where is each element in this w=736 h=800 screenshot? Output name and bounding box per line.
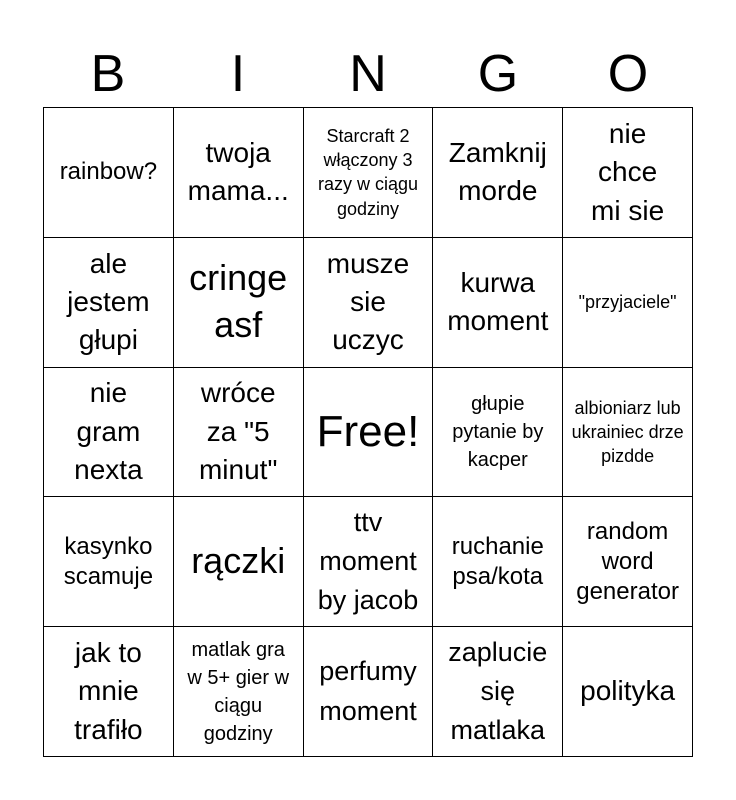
bingo-cell-text: ale jestem głupi <box>67 247 150 356</box>
bingo-cell-r2c2[interactable] <box>174 238 304 368</box>
bingo-cell-r2c1[interactable] <box>44 238 174 368</box>
header-letter-b: B <box>90 45 126 103</box>
bingo-cell-text: ttv moment by jacob <box>317 507 419 616</box>
bingo-cell-r2c3[interactable] <box>304 238 434 368</box>
bingo-cell-text: polityka <box>580 675 676 707</box>
bingo-cell-r2c4[interactable] <box>433 238 563 368</box>
bingo-cell-text: kasynko scamuje <box>63 532 154 590</box>
bingo-cell-r4c4[interactable] <box>433 497 563 627</box>
bingo-cell-r5c5[interactable] <box>563 627 693 757</box>
bingo-cell-r1c2[interactable] <box>174 108 304 238</box>
bingo-cell-text: rączki <box>191 540 286 582</box>
bingo-cell-r1c1[interactable] <box>44 108 174 238</box>
bingo-cell-r1c4[interactable] <box>433 108 563 238</box>
bingo-cell-r4c1[interactable] <box>44 497 174 627</box>
bingo-cell-text: nie chce mi sie <box>591 117 665 226</box>
bingo-cell-text: rainbow? <box>59 158 158 186</box>
bingo-cell-r2c5[interactable] <box>563 238 693 368</box>
bingo-cell-text: twoja mama... <box>187 137 289 207</box>
bingo-header <box>43 40 693 108</box>
bingo-cell-text: musze sie uczyc <box>326 247 410 356</box>
header-letter-o: O <box>607 45 649 103</box>
header-letter-g: G <box>477 45 519 103</box>
bingo-cell-text: cringe asf <box>189 257 288 346</box>
bingo-cell-r1c3[interactable] <box>304 108 434 238</box>
bingo-cell-text: Starcraft 2 włączony 3 razy w ciągu godziny <box>317 125 419 219</box>
bingo-cell-text: "przyjaciele" <box>578 292 677 313</box>
bingo-cell-text: albioniarz lub ukrainiec drze pizdde <box>571 397 684 467</box>
bingo-cell-text: jak to mnie trafiło <box>74 637 143 745</box>
bingo-cell-text: matlak gra w 5+ gier w ciągu godziny <box>187 638 290 745</box>
bingo-cell-text: zaplucie się matlaka <box>448 636 548 746</box>
bingo-cell-text: głupie pytanie by kacper <box>452 392 544 471</box>
bingo-cell-r4c3[interactable] <box>304 497 434 627</box>
bingo-cell-r3c2[interactable] <box>174 368 304 498</box>
bingo-cell-r5c4[interactable] <box>433 627 563 757</box>
free-space-label: Free! <box>316 407 420 457</box>
header-letter-i: I <box>230 45 246 103</box>
bingo-cell-r5c2[interactable] <box>174 627 304 757</box>
bingo-cell-r4c2[interactable] <box>174 497 304 627</box>
bingo-cell-r3c1[interactable] <box>44 368 174 498</box>
header-letter-n: N <box>349 45 387 103</box>
bingo-card <box>43 107 693 757</box>
bingo-cell-r5c1[interactable] <box>44 627 174 757</box>
bingo-cell-r1c5[interactable] <box>563 108 693 238</box>
bingo-cell-text: perfumy moment <box>319 656 417 726</box>
bingo-cell-text: wróce za "5 minut" <box>198 377 278 486</box>
bingo-cell-r5c3[interactable] <box>304 627 434 757</box>
bingo-cell-text: Zamknij morde <box>448 137 547 207</box>
bingo-cell-text: random word generator <box>576 517 679 605</box>
bingo-cell-r4c5[interactable] <box>563 497 693 627</box>
bingo-cell-text: kurwa moment <box>447 266 549 337</box>
bingo-cell-r3c3-free[interactable] <box>304 368 434 498</box>
bingo-cell-r3c5[interactable] <box>563 368 693 498</box>
bingo-cell-text: nie gram nexta <box>74 377 143 486</box>
bingo-cell-r3c4[interactable] <box>433 368 563 498</box>
bingo-cell-text: ruchanie psa/kota <box>451 532 544 590</box>
